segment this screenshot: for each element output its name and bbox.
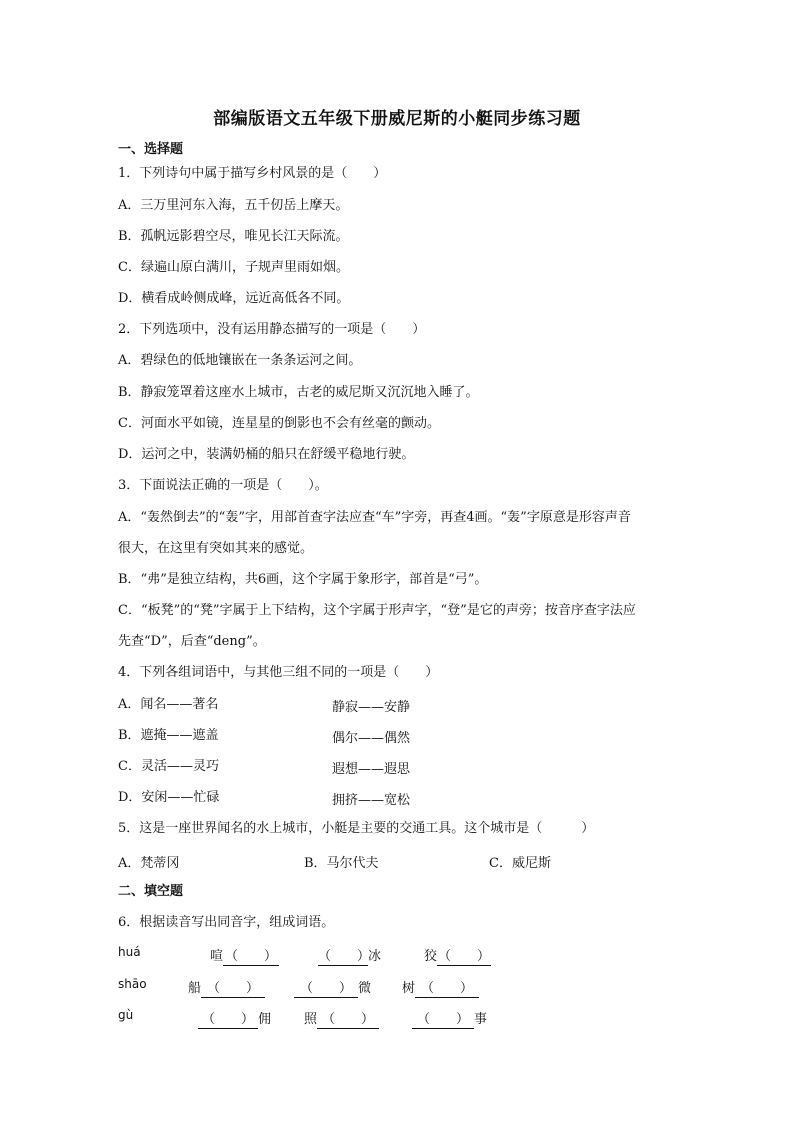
blank-item	[304, 1008, 379, 1029]
question-5-option-c: C．威尼斯	[489, 856, 551, 871]
answer-blank[interactable]: （ ）	[438, 949, 491, 964]
blank-item	[198, 1008, 271, 1029]
blank-item	[424, 945, 491, 966]
question-2-option-b: B．静寂笼罩着这座水上城市，古老的威尼斯又沉沉地入睡了。	[118, 385, 479, 400]
option-left: A．闻名——著名	[118, 697, 219, 712]
section-heading-choice: 一、选择题	[118, 142, 184, 157]
question-5-stem: 5．这是一座世界闻名的水上城市，小艇是主要的交通工具。这个城市是（ ）	[118, 821, 595, 836]
page-title: 部编版语文五年级下册威尼斯的小艇同步练习题	[213, 109, 581, 129]
question-3-option-b: B．“弗”是独立结构，共6画，这个字属于象形字，部首是“弓”。	[118, 572, 488, 587]
fill-row-hua	[118, 945, 718, 965]
question-1-stem: 1．下列诗句中属于描写乡村风景的是（ ）	[118, 166, 387, 181]
question-3-stem: 3．下面说法正确的一项是（ ）。	[118, 478, 328, 493]
option-left: B．遮掩——遮盖	[118, 728, 219, 743]
blank-item	[402, 977, 479, 998]
section-heading-fill: 二、填空题	[118, 884, 184, 899]
answer-blank[interactable]: （ ）	[294, 981, 358, 998]
question-4-option-c	[118, 758, 219, 776]
question-4-option-b-right: 偶尔——偶然	[332, 731, 411, 746]
question-3-option-a-line1: A．“轰然倒去”的“轰”字，用部首查字法应查“车”字旁，再查4画。“轰”字原意是形容声音	[118, 510, 631, 525]
char-after: 佣	[258, 1012, 272, 1027]
option-left: D．安闲——忙碌	[118, 790, 220, 805]
answer-blank[interactable]: （ ）	[317, 1012, 379, 1029]
question-1-option-b: B．孤帆远影碧空尽，唯见长江天际流。	[118, 229, 349, 244]
pinyin-label: huá	[118, 945, 141, 959]
answer-blank[interactable]: （ ）	[318, 949, 371, 964]
question-5-option-a: A．梵蒂冈	[118, 856, 180, 871]
char-before: 照	[304, 1012, 318, 1027]
question-5-option-b: B．马尔代夫	[304, 856, 379, 871]
question-6-stem: 6．根据读音写出同音字，组成词语。	[118, 915, 335, 930]
question-2-option-d: D．运河之中，装满奶桶的船只在舒缓平稳地行驶。	[118, 447, 415, 462]
question-4-option-b	[118, 727, 219, 745]
char-before: 船	[188, 981, 202, 996]
char-before: 喧	[210, 949, 224, 964]
question-1-option-d: D．横看成岭侧成峰，远近高低各不同。	[118, 291, 350, 306]
question-2-stem: 2．下列选项中，没有运用静态描写的一项是（ ）	[118, 322, 426, 337]
answer-blank[interactable]: （ ）	[225, 949, 278, 964]
question-3-option-a-line2: 很大，在这里有突如其来的感觉。	[118, 541, 314, 556]
option-left: C．灵活——灵巧	[118, 759, 219, 774]
blank-item	[210, 945, 279, 966]
question-4-option-d	[118, 789, 219, 807]
answer-blank[interactable]: （ ）	[412, 1012, 474, 1029]
char-after: 微	[358, 981, 372, 996]
question-3-option-c-line2: 先查“D”，后查“deng”。	[118, 634, 266, 649]
fill-row-gu	[118, 1008, 718, 1028]
question-4-option-d-right: 拥挤——宽松	[332, 793, 411, 808]
char-after: 冰	[368, 949, 382, 964]
blank-item	[412, 1008, 487, 1029]
question-2-option-c: C．河面水平如镜，连星星的倒影也不会有丝毫的颤动。	[118, 416, 440, 431]
answer-blank[interactable]: （ ）	[415, 981, 479, 998]
blank-item	[318, 945, 381, 966]
answer-blank[interactable]: （ ）	[198, 1012, 258, 1029]
question-1-option-a: A．三万里河东入海，五千仞岳上摩天。	[118, 198, 349, 213]
question-4-option-a	[118, 696, 218, 714]
question-1-option-c: C．绿遍山原白满川，子规声里雨如烟。	[118, 260, 349, 275]
char-before: 树	[402, 981, 416, 996]
fill-row-shao	[118, 977, 718, 997]
question-4-option-a-right: 静寂——安静	[332, 700, 411, 715]
question-3-option-c-line1: C．“板凳”的“凳”字属于上下结构，这个字属于形声字，“登”是它的声旁；按音序查字法应	[118, 603, 636, 618]
char-after: 事	[474, 1012, 488, 1027]
pinyin-label: shāo	[118, 977, 147, 991]
question-4-stem: 4．下列各组词语中，与其他三组不同的一项是（ ）	[118, 665, 439, 680]
question-4-option-c-right: 遐想——遐思	[332, 762, 411, 777]
char-before: 狡	[424, 949, 438, 964]
pinyin-label: gù	[118, 1008, 134, 1022]
answer-blank[interactable]: （ ）	[201, 981, 265, 998]
blank-item	[188, 977, 265, 998]
question-2-option-a: A．碧绿色的低地镶嵌在一条条运河之间。	[118, 353, 362, 368]
blank-item	[294, 977, 371, 998]
